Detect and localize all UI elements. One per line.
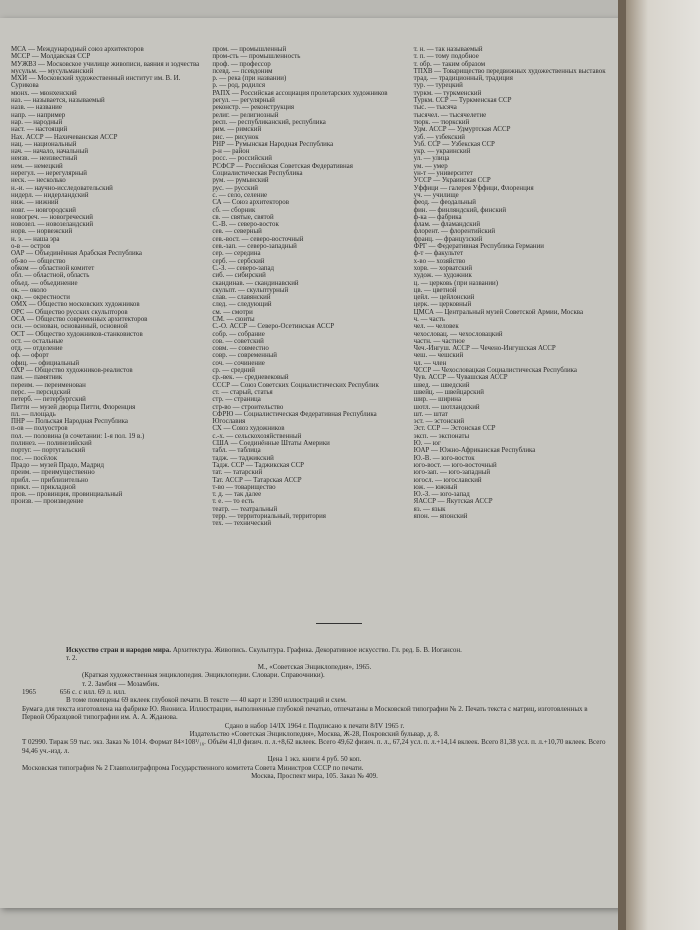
abbreviation-entry: собр. — собрание xyxy=(212,330,265,338)
abbreviation-entry: ул. — улица xyxy=(413,155,450,163)
abbreviation-entry: пл. — площадь xyxy=(11,410,56,418)
abbreviation-entry: обл. — областной, область xyxy=(11,272,90,280)
abbreviation-entry: полинез. — полинезийский xyxy=(11,440,92,448)
abbreviation-entry: след. — следующий xyxy=(212,301,272,309)
abbreviation-entry: яз. — язык xyxy=(413,505,446,513)
abbreviation-entry: ц. — церковь (при названии) xyxy=(413,279,499,287)
abbreviation-entry: ниж. — нижний xyxy=(11,199,59,207)
abbreviation-entry: япон. — японский xyxy=(413,513,468,520)
abbreviation-entry: отд. — отделение xyxy=(11,345,63,353)
abbreviation-entry: мусульм. — мусульманский xyxy=(11,67,94,75)
abbreviation-entry: ОХР — Общество художников-реалистов xyxy=(11,367,133,375)
abbreviation-entry: неск. — несколько xyxy=(11,177,66,185)
abbreviation-entry: стр-во — строительство xyxy=(212,403,284,411)
price-line: Цена 1 экз. книги 4 руб. 50 коп. xyxy=(267,755,362,764)
abbreviation-entry: франц. — французский xyxy=(413,235,483,243)
abbreviation-entry: сев.-вост. — северо-восточный xyxy=(212,235,304,243)
abbreviation-entry: США — Соединённые Штаты Америки xyxy=(212,440,330,448)
abbreviation-entry: МУЖВЗ — Московское училище живописи, ваяния и зодчества xyxy=(11,60,200,68)
abbreviation-entry: Питти — музей дворца Питти, Флоренция xyxy=(11,403,136,411)
abbreviation-entry: СМ. — сюиты xyxy=(212,315,255,323)
abbreviation-entry: назв. — название xyxy=(11,104,62,112)
abbreviation-entry: сов. — советский xyxy=(212,337,264,345)
abbreviation-entry: юго-вост. — юго-восточный xyxy=(413,461,497,469)
section-divider xyxy=(316,623,362,624)
abbreviation-entry: туркм. — туркменский xyxy=(413,89,482,97)
abbreviation-entry: нем. — немецкий xyxy=(11,162,63,170)
abbreviation-entry: росс. — российский xyxy=(212,155,272,163)
abbreviation-entry: РАПХ — Российская ассоциация пролетарских художников xyxy=(212,89,388,97)
abbreviation-entry: уч. — училище xyxy=(413,191,459,199)
year-pages-line xyxy=(22,688,607,696)
abbreviation-entry: окр. — окрестности xyxy=(11,294,70,302)
abbreviation-entry: наст. — настоящий xyxy=(11,126,68,134)
abbreviation-entry: ост. — остальные xyxy=(11,337,64,345)
volume-contents: т. 2. Замбия — Мозамбик. xyxy=(82,679,160,688)
abbreviation-entry: шт. — штат xyxy=(413,410,448,418)
abbreviation-entry: С.-З. — северо-запад xyxy=(212,264,275,272)
abbreviation-entry: чехословац. — чехословацкий xyxy=(413,330,503,338)
abbreviation-entry: слав. — славянский xyxy=(212,294,271,302)
abbreviation-entry: рум. — румынский xyxy=(212,177,269,185)
abbreviation-entry: новогреч. — новогреческий xyxy=(11,213,93,221)
abbreviation-entry: С.-О. АССР — Северо-Осетинская АССР xyxy=(212,323,335,331)
abbreviation-entry: ЯАССР — Якутская АССР xyxy=(413,498,493,506)
abbreviation-entry: сев.-зап. — северо-западный xyxy=(212,243,297,251)
abbreviation-entry: совм. — совместно xyxy=(212,345,269,353)
abbreviation-entry: Уффици — галерея Уффици, Флоренция xyxy=(413,184,534,192)
abbreviation-entry: наз. — называется, называемый xyxy=(11,97,105,105)
abbreviation-entry: ок. — около xyxy=(11,286,47,294)
abbreviation-entry: МССР — Молдавская ССР xyxy=(11,53,91,61)
abbreviation-entry: ун-т — университет xyxy=(413,170,473,178)
abbreviation-entry: перс. — персидский xyxy=(11,388,71,396)
abbreviation-entry: осн. — основан, основанный, основной xyxy=(11,323,128,331)
abbreviation-entry: цейл. — цейлонский xyxy=(413,294,475,302)
abbreviation-entry: пром. — промышленный xyxy=(212,46,287,53)
abbreviation-entry: р. — род, родился xyxy=(212,82,266,90)
abbreviation-entry: Тадж. ССР — Таджикская ССР xyxy=(212,461,304,469)
abbreviations-column-1 xyxy=(8,46,209,606)
abbreviation-entry: серб. — сербский xyxy=(212,257,265,265)
abbreviation-entry: Нах. АССР — Нахичеванская АССР xyxy=(11,133,118,141)
abbreviation-entry: ср. — средний xyxy=(212,367,255,375)
abbreviation-entry: проф. — профессор xyxy=(212,60,271,68)
abbreviation-entry: югосл. — югославский xyxy=(413,476,482,484)
publication-year: 1965 xyxy=(22,688,36,697)
abbreviation-entry: ОСА — Общество современных архитекторов xyxy=(11,315,148,323)
series-note: (Краткая художественная энциклопедия. Энциклопедии. Словари. Справочники). xyxy=(82,671,325,680)
abbreviation-entry: пам. — памятник xyxy=(11,374,63,382)
abbreviation-entry: СХ — Союз художников xyxy=(212,425,285,433)
abbreviation-entry: религ. — религиозный xyxy=(212,111,279,119)
abbreviation-entry: флам. — фламандский xyxy=(413,221,481,229)
abbreviation-entry: об-во — общество xyxy=(11,257,66,265)
abbreviation-entry: укр. — украинский xyxy=(413,148,471,156)
abbreviation-entry: рис. — рисунок xyxy=(212,133,259,141)
abbreviation-entry: флорент. — флорентийский xyxy=(413,228,496,236)
abbreviation-entry: тур. — турецкий xyxy=(413,82,463,90)
abbreviation-entry: португ. — португальский xyxy=(11,447,86,455)
abbreviation-entry: Узб. ССР — Узбекская ССР xyxy=(413,140,495,148)
abbreviation-entry: ПНР — Польская Народная Республика xyxy=(11,418,128,426)
abbreviation-entry: с.-х. — сельскохозяйственный xyxy=(212,432,302,440)
abbreviation-entry: худож. — художник xyxy=(413,272,472,280)
abbreviation-entry: реконстр. — реконструкция xyxy=(212,104,295,112)
abbreviation-entry: офиц. — официальный xyxy=(11,359,80,367)
abbreviation-entry: эксп. — экспонаты xyxy=(413,432,470,440)
abbreviation-entry: Чув. АССР — Чувашская АССР xyxy=(413,374,508,382)
abbreviation-entry: ЮАР — Южно-Африканская Республика xyxy=(413,447,536,455)
abbreviations-list xyxy=(8,46,612,606)
abbreviation-entry: МСА — Международный союз архитекторов xyxy=(11,46,144,53)
abbreviation-entry: Чеч.-Ингуш. АССР — Чечено-Ингушская АССР xyxy=(413,345,556,353)
abbreviation-entry: пром-сть — промышленность xyxy=(212,53,301,61)
abbreviation-entry: совр. — современный xyxy=(212,352,277,360)
abbreviation-entry: терр. — территориальный, территория xyxy=(212,513,326,520)
publisher-line: М., «Советская Энциклопедия», 1965. xyxy=(257,662,372,671)
abbreviation-entry: преим. — преимущественно xyxy=(11,469,95,477)
abbreviation-entry: пос. — посёлок xyxy=(11,454,58,462)
abbreviation-entry: церк. — церковный xyxy=(413,301,472,309)
abbreviation-entry: юго-зап. — юго-западный xyxy=(413,469,491,477)
abbreviation-entry: ч. — часть xyxy=(413,315,445,323)
abbreviation-entry: р. — река (при названии) xyxy=(212,75,287,83)
abbreviation-entry: ст. — старый, статья xyxy=(212,388,273,396)
abbreviation-entry: хорв. — хорватский xyxy=(413,264,473,272)
abbreviation-entry: ТПХВ — Товарищество передвижных художественных выставок xyxy=(413,67,606,75)
abbreviation-entry: неизв. — неизвестный xyxy=(11,155,78,163)
abbreviation-entry: п-ов — полуостров xyxy=(11,425,68,433)
abbreviation-entry: тыс. — тысяча xyxy=(413,104,457,112)
abbreviation-entry: оф. — офорт xyxy=(11,352,49,360)
abbreviation-entry: ум. — умер xyxy=(413,162,448,170)
abbreviation-entry: СА — Союз архитекторов xyxy=(212,199,289,207)
abbreviation-entry: УССР — Украинская ССР xyxy=(413,177,491,185)
abbreviation-entry: ф-т — факультет xyxy=(413,250,464,258)
abbreviation-entry: т. обр. — таким образом xyxy=(413,60,486,68)
abbreviation-entry: ОМХ — Общество московских художников xyxy=(11,301,140,309)
abbreviation-entry: чел. — человек xyxy=(413,323,459,331)
abbreviation-entry: обком — областной комитет xyxy=(11,264,95,272)
abbreviation-entry: СФРЮ — Социалистическая Федеративная Республика Югославия xyxy=(212,410,377,426)
abbreviation-entry: р-н — район xyxy=(212,148,250,156)
abbreviation-entry: Тат. АССР — Татарская АССР xyxy=(212,476,302,484)
colophon xyxy=(22,646,607,781)
abbreviation-entry: респ. — республиканский, республика xyxy=(212,118,326,126)
abbreviation-entry: швейц. — швейцарский xyxy=(413,388,484,396)
abbreviation-entry: тадж. — таджикский xyxy=(212,454,274,462)
abbreviation-entry: объед. — объединение xyxy=(11,279,78,287)
abbreviation-entry: трад. — традиционный, традиция xyxy=(413,75,513,83)
abbreviation-entry: эст. — эстонский xyxy=(413,418,465,426)
abbreviation-entry: Удм. АССР — Удмуртская АССР xyxy=(413,126,511,134)
abbreviation-entry: тат. — татарский xyxy=(212,469,263,477)
book-title: Искусство стран и народов мира. xyxy=(66,646,172,654)
abbreviation-entry: н.-и. — научно-исследовательский xyxy=(11,184,113,192)
abbreviation-entry: скульпт. — скульптурный xyxy=(212,286,289,294)
abbreviation-entry: тысячел. — тысячелетие xyxy=(413,111,487,119)
colophon-paragraph: Т 02990. Тираж 59 тыс. экз. Заказ № 1014. Формат 84×108¹/₁₆. Объём 41,0 физич. п. л.+8,62 вклеек. Всего 49,62 физич. п. л., 67,24 усл. п. л.+14,14 вклеек. Всего 81,38 усл. п. л.+10,70 вклеек. Всего 94,46 уч.-изд. л. xyxy=(22,738,606,755)
abbreviation-entry: швед. — шведский xyxy=(413,381,470,389)
book-subtitle: Архитектура. Живопись. Скульптура. Графика. Декоративное искусство. Гл. ред. Б. В. Иогансон. xyxy=(172,646,462,654)
abbreviation-entry: табл. — таблица xyxy=(212,447,261,455)
abbreviation-entry: псевд. — псевдоним xyxy=(212,67,273,75)
abbreviation-entry: чл. — член xyxy=(413,359,447,367)
abbreviation-entry: цв. — цветной xyxy=(413,286,457,294)
abbreviation-entry: св. — святые, святой xyxy=(212,213,274,221)
abbreviation-entry: ОРС — Общество русских скульпторов xyxy=(11,308,128,316)
printer-line: Московская типография № 2 Главполиграфпрома Государственного комитета Совета Министров СССР по печати. xyxy=(22,763,364,772)
abbreviation-entry: т-во — товарищество xyxy=(212,483,276,491)
abbreviation-entry: петерб. — петербургский xyxy=(11,396,86,404)
abbreviation-entry: см. — смотри xyxy=(212,308,253,316)
book-edge xyxy=(626,0,700,930)
abbreviation-entry: пров. — провинция, провинциальный xyxy=(11,491,123,499)
abbreviation-entry: т. е. — то есть xyxy=(212,498,254,506)
abbreviation-entry: соч. — сочинение xyxy=(212,359,265,367)
abbreviation-entry: нач. — начало, начальный xyxy=(11,148,89,156)
abbreviation-entry: переим. — переименован xyxy=(11,381,86,389)
abbreviation-entry: Ю.-В. — юго-восток xyxy=(413,454,475,462)
abbreviation-entry: норв. — норвежский xyxy=(11,228,73,236)
abbreviation-entry: с. — село, селение xyxy=(212,191,268,199)
abbreviation-entry: театр. — театральный xyxy=(212,505,278,513)
abbreviation-entry: фин. — финляндский, финский xyxy=(413,206,507,214)
abbreviation-entry: Эст. ССР — Эстонская ССР xyxy=(413,425,496,433)
abbreviation-entry: новг. — новгородский xyxy=(11,206,76,214)
abbreviation-entry: о-в — остров xyxy=(11,243,51,251)
book-spine xyxy=(618,0,626,930)
abbreviation-entry: ф-ка — фабрика xyxy=(413,213,462,221)
abbreviation-entry: нар. — народный xyxy=(11,118,63,126)
abbreviation-entry: нидерл. — нидерландский xyxy=(11,191,89,199)
abbreviation-entry: РСФСР — Российская Советская Федеративная Социалистическая Республика xyxy=(212,162,353,178)
book-page xyxy=(0,18,626,908)
colophon-title-line xyxy=(22,646,607,654)
abbreviation-entry: Ю.-З. — юго-запад xyxy=(413,491,470,499)
abbreviation-entry: ОАР — Объединённая Арабская Республика xyxy=(11,250,142,258)
printer-address: Москва, Проспект мира, 105. Заказ № 409. xyxy=(251,772,378,781)
abbreviation-entry: напр. — например xyxy=(11,111,66,119)
abbreviation-entry: скандинав. — скандинавский xyxy=(212,279,299,287)
abbreviation-entry: рим. — римский xyxy=(212,126,262,134)
abbreviation-entry: шотл. — шотландский xyxy=(413,403,480,411)
abbreviation-entry: прибл. — приблизительно xyxy=(11,476,89,484)
colophon-paragraph: Издательство «Советская Энциклопедия», Москва, Ж-28, Покровский бульвар, д. 8. xyxy=(189,730,440,739)
abbreviation-entry: МХИ — Московский художественный институт им. В. И. Сурикова xyxy=(11,75,181,90)
abbreviation-entry: регул. — регулярный xyxy=(212,97,275,105)
abbreviation-entry: ЦМСА — Центральный музей Советской Армии, Москва xyxy=(413,308,584,316)
abbreviation-entry: сер. — середина xyxy=(212,250,261,258)
abbreviation-entry: н. э. — наша эра xyxy=(11,235,60,243)
abbreviation-entry: юж. — южный xyxy=(413,483,458,491)
abbreviation-entry: сб. — сборник xyxy=(212,206,256,214)
abbreviation-entry: С.-В. — северо-восток xyxy=(212,221,279,229)
abbreviation-entry: мюнх. — мюнхенский xyxy=(11,89,77,97)
abbreviation-entry: т. н. — так называемый xyxy=(413,46,483,53)
abbreviation-entry: т. п. — тому подобное xyxy=(413,53,479,61)
abbreviation-entry: произв. — произведение xyxy=(11,498,84,506)
abbreviation-entry: СССР — Союз Советских Социалистических Республик xyxy=(212,381,379,389)
abbreviation-entry: тех. — технический xyxy=(212,520,272,528)
abbreviation-entry: прикл. — прикладной xyxy=(11,483,76,491)
abbreviation-entry: чеш. — чешский xyxy=(413,352,464,360)
abbreviation-entry: частн. — частное xyxy=(413,337,465,345)
abbreviation-entry: шир. — ширина xyxy=(413,396,462,404)
abbreviation-entry: стр. — страница xyxy=(212,396,261,404)
abbreviation-entry: феод. — феодальный xyxy=(413,199,476,207)
abbreviation-entry: ср.-век. — средневековый xyxy=(212,374,289,382)
colophon-paragraph: Бумага для текста изготовлена на фабрике Ю. Янониса. Иллюстрации, выполненные глубокой печатью, отпечатаны в Московской типографии № 2. Печать текста с матриц, изготовленных в Первой Образцовой типографии им. А. А. Жданова. xyxy=(22,704,588,722)
abbreviation-entry: нац. — национальный xyxy=(11,140,77,148)
abbreviations-column-3 xyxy=(411,46,612,606)
colophon-paragraph: В томе помещены 69 вклеек глубокой печати. В тексте — 40 карт и 1390 иллюстраций и схем. xyxy=(66,696,347,705)
abbreviation-entry: нерегул. — нерегулярный xyxy=(11,170,87,178)
page-count: 656 с. с илл. 69 л. илл. xyxy=(59,688,126,697)
abbreviation-entry: Ю. — юг xyxy=(413,440,441,448)
abbreviation-entry: РНР — Румынская Народная Республика xyxy=(212,140,334,148)
abbreviation-entry: ОСТ — Общество художников-станковистов xyxy=(11,330,143,338)
abbreviation-entry: тюрк. — тюркский xyxy=(413,118,470,126)
abbreviation-entry: ЧССР — Чехословацкая Социалистическая Республика xyxy=(413,367,577,375)
abbreviation-entry: т. д. — так далее xyxy=(212,491,262,499)
abbreviation-entry: Прадо — музей Прадо, Мадрид xyxy=(11,461,104,469)
abbreviation-entry: узб. — узбекский xyxy=(413,133,465,141)
abbreviations-column-2 xyxy=(209,46,410,606)
abbreviation-entry: сев. — северный xyxy=(212,228,262,236)
abbreviation-entry: пол. — половина (в сочетании: 1-я пол. 19 в.) xyxy=(11,432,145,440)
abbreviation-entry: новозел. — новозеландский xyxy=(11,221,94,229)
abbreviation-entry: ФРГ — Федеративная Республика Германии xyxy=(413,243,544,251)
colophon-paragraph: Сдано в набор 14/IX 1964 г. Подписано к печати 8/IV 1965 г. xyxy=(224,721,405,730)
abbreviation-entry: х-во — хозяйство xyxy=(413,257,466,265)
abbreviation-entry: сиб. — сибирский xyxy=(212,272,266,280)
volume-label: т. 2. xyxy=(66,654,78,663)
abbreviation-entry: рус. — русский xyxy=(212,184,258,192)
abbreviation-entry: Туркм. ССР — Туркменская ССР xyxy=(413,97,512,105)
